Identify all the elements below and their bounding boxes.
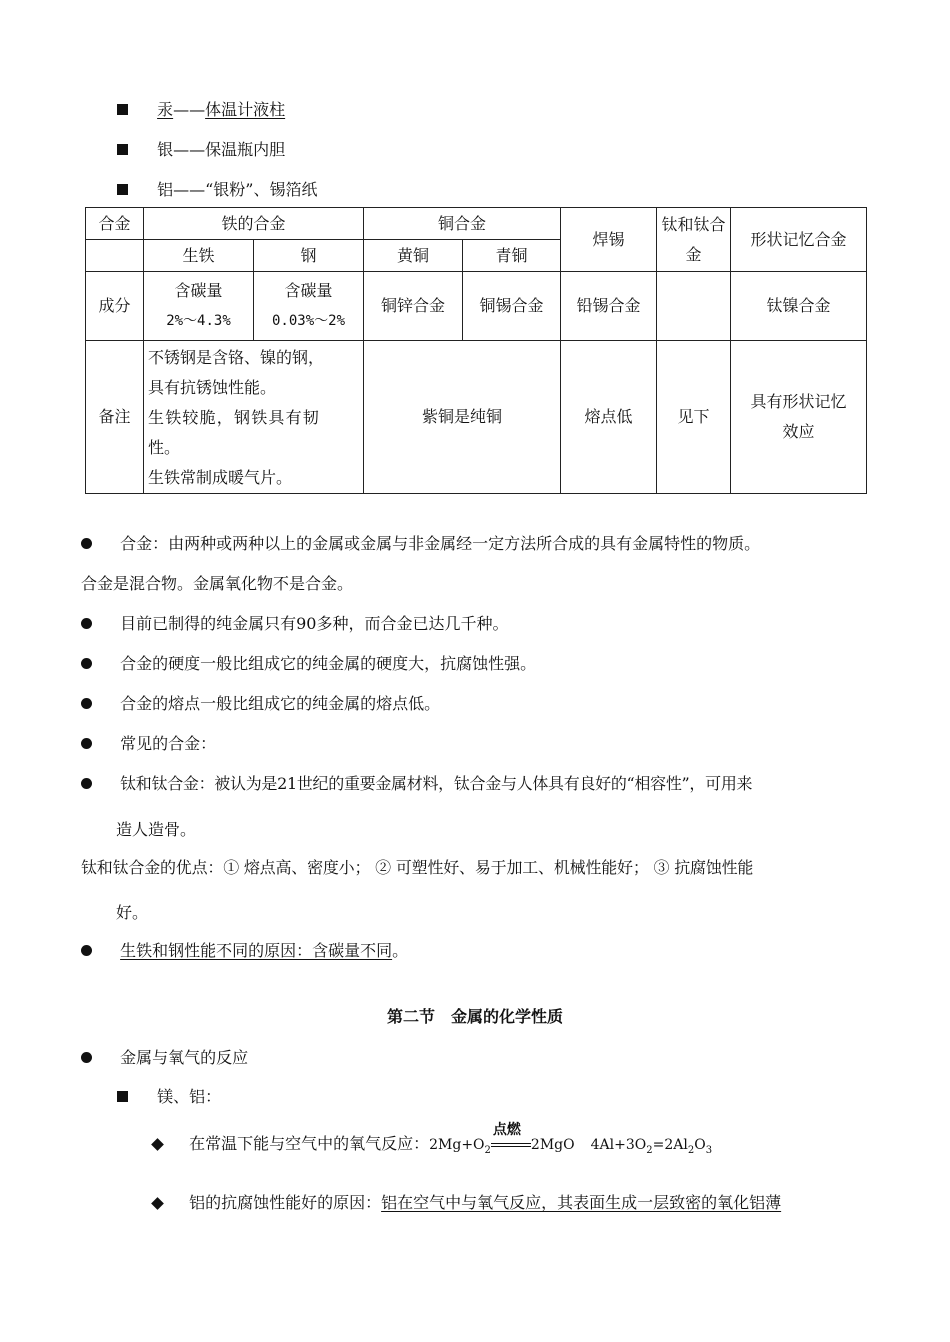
round-bullet-icon (81, 538, 92, 549)
list-item (81, 731, 216, 754)
table-row (86, 208, 867, 240)
bullet-text: 钛和钛合金：被认为是21世纪的重要金属材料，钛合金与人体具有良好的“相容性”，可用来 (120, 774, 753, 793)
dash: —— (173, 140, 206, 159)
equation-part: 4Al+3O (590, 1137, 647, 1153)
bullet-text: 铝的抗腐蚀性能好的原因： (189, 1193, 382, 1212)
paragraph: 合金是混合物。金属氧化物不是合金。 (81, 574, 354, 593)
table-header-cell: 铁的合金 (144, 208, 364, 240)
table-cell: 铅锡合金 (561, 272, 657, 341)
bullet-underlined-text: 铝在空气中与氧气反应，其表面生成一层致密的氧化铝薄 (381, 1193, 782, 1212)
round-bullet-icon (81, 1052, 92, 1063)
table-row-header: 成分 (86, 272, 144, 341)
round-bullet-icon (81, 738, 92, 749)
section-title: 第二节 金属的化学性质 (386, 1007, 563, 1026)
bullet-text: 镁、铝： (157, 1087, 222, 1106)
equation-subscript: 2 (687, 1144, 695, 1156)
list-item (117, 137, 285, 160)
table-cell (144, 272, 254, 341)
bullet-text: 合金的硬度一般比组成它的纯金属的硬度大，抗腐蚀性强。 (120, 654, 537, 673)
cell-line: 含碳量 (284, 281, 333, 300)
bullet-text: 合金：由两种或两种以上的金属或金属与非金属经一定方法所合成的具有金属特性的物质。 (120, 534, 761, 553)
table-cell (731, 341, 867, 494)
table-cell: 熔点低 (561, 341, 657, 494)
alloy-table (85, 207, 867, 494)
table-header-cell: 合金 (86, 208, 144, 240)
equation-part: =2Al (652, 1137, 688, 1153)
table-cell: 钛镍合金 (731, 272, 867, 341)
equation-subscript: 2 (484, 1144, 491, 1156)
list-item (153, 1190, 781, 1213)
table-cell (86, 240, 144, 272)
cell-line: 生铁常制成暖气片。 (148, 468, 293, 487)
table-subheader-cell: 青铜 (463, 240, 561, 272)
table-cell (144, 341, 364, 494)
round-bullet-icon (81, 618, 92, 629)
diamond-bullet-icon (151, 1138, 164, 1151)
cell-line: 具有形状记忆 (750, 392, 847, 411)
list-item (81, 938, 408, 961)
equation-subscript: 3 (705, 1144, 713, 1156)
table-row (86, 272, 867, 341)
bullet-text: 生铁和钢性能不同的原因：含碳量不同 (120, 941, 393, 960)
list-item (117, 177, 317, 200)
reaction-condition: 点燃 (492, 1122, 521, 1138)
list-item (81, 771, 752, 794)
list-item (81, 1045, 248, 1068)
list-item (81, 691, 440, 714)
list-item (81, 531, 760, 554)
bullet-text: 常见的合金： (120, 734, 217, 753)
metal-use: 体温计液柱 (205, 100, 286, 119)
cell-line: 含碳量 (174, 281, 223, 300)
bullet-text: 金属与氧气的反应 (120, 1048, 249, 1067)
metal-name: 铝 (157, 180, 174, 199)
list-item (117, 97, 285, 120)
equation (429, 1122, 713, 1156)
equation-part: 2Mg+O (429, 1137, 485, 1153)
bullet-text: 目前已制得的纯金属只有90多种，而合金已达几千种。 (120, 614, 509, 633)
table-cell: 见下 (657, 341, 731, 494)
table-cell (254, 272, 364, 341)
equation-part: O (694, 1137, 706, 1153)
table-cell: 铜锡合金 (463, 272, 561, 341)
reaction-arrow (491, 1122, 531, 1155)
table-subheader-cell: 生铁 (144, 240, 254, 272)
list-item (153, 1122, 713, 1156)
table-header-cell: 焊锡 (561, 208, 657, 272)
table-header-cell: 形状记忆合金 (731, 208, 867, 272)
cell-line: 性。 (148, 438, 181, 457)
square-bullet-icon (117, 1091, 128, 1102)
bullet-text: 合金的熔点一般比组成它的纯金属的熔点低。 (120, 694, 441, 713)
paragraph-continuation: 好。 (116, 903, 149, 922)
cell-line: 0.03%～2% (272, 313, 346, 329)
metal-name: 汞 (157, 100, 174, 119)
table-cell (657, 272, 731, 341)
cell-line: 不锈钢是含铬、镍的钢， (148, 348, 325, 367)
list-item (117, 1084, 221, 1107)
paragraph: 钛和钛合金的优点：① 熔点高、密度小； ② 可塑性好、易于加工、机械性能好； ③ 抗腐蚀性能 (81, 858, 754, 877)
square-bullet-icon (117, 104, 128, 115)
table-row (86, 341, 867, 494)
dash: —— (173, 100, 206, 119)
table-row-header: 备注 (86, 341, 144, 494)
round-bullet-icon (81, 698, 92, 709)
bullet-continuation: 造人造骨。 (116, 820, 197, 839)
table-header-cell: 钛和钛合金 (657, 208, 731, 272)
square-bullet-icon (117, 184, 128, 195)
diamond-bullet-icon (151, 1197, 164, 1210)
table-header-cell: 铜合金 (364, 208, 561, 240)
cell-line: 2%～4.3% (166, 313, 231, 329)
round-bullet-icon (81, 945, 92, 956)
square-bullet-icon (117, 144, 128, 155)
round-bullet-icon (81, 778, 92, 789)
list-item (81, 651, 536, 674)
metal-name: 银 (157, 140, 174, 159)
equation-subscript: 2 (646, 1144, 653, 1156)
metal-use: 保温瓶内胆 (205, 140, 286, 159)
bullet-punctuation: 。 (392, 941, 409, 960)
table-subheader-cell: 钢 (254, 240, 364, 272)
metal-use: “银粉”、锡箔纸 (205, 180, 318, 199)
dash: —— (173, 180, 206, 199)
cell-line: 效应 (782, 422, 815, 441)
bullet-text: 在常温下能与空气中的氧气反应： (189, 1134, 430, 1153)
list-item (81, 611, 508, 634)
cell-line: 具有抗锈蚀性能。 (148, 378, 277, 397)
table-cell: 紫铜是纯铜 (364, 341, 561, 494)
cell-line: 生铁较脆，钢铁具有韧 (148, 408, 321, 427)
round-bullet-icon (81, 658, 92, 669)
table-cell: 铜锌合金 (364, 272, 463, 341)
table-subheader-cell: 黄铜 (364, 240, 463, 272)
equation-part: 2MgO (530, 1137, 575, 1153)
